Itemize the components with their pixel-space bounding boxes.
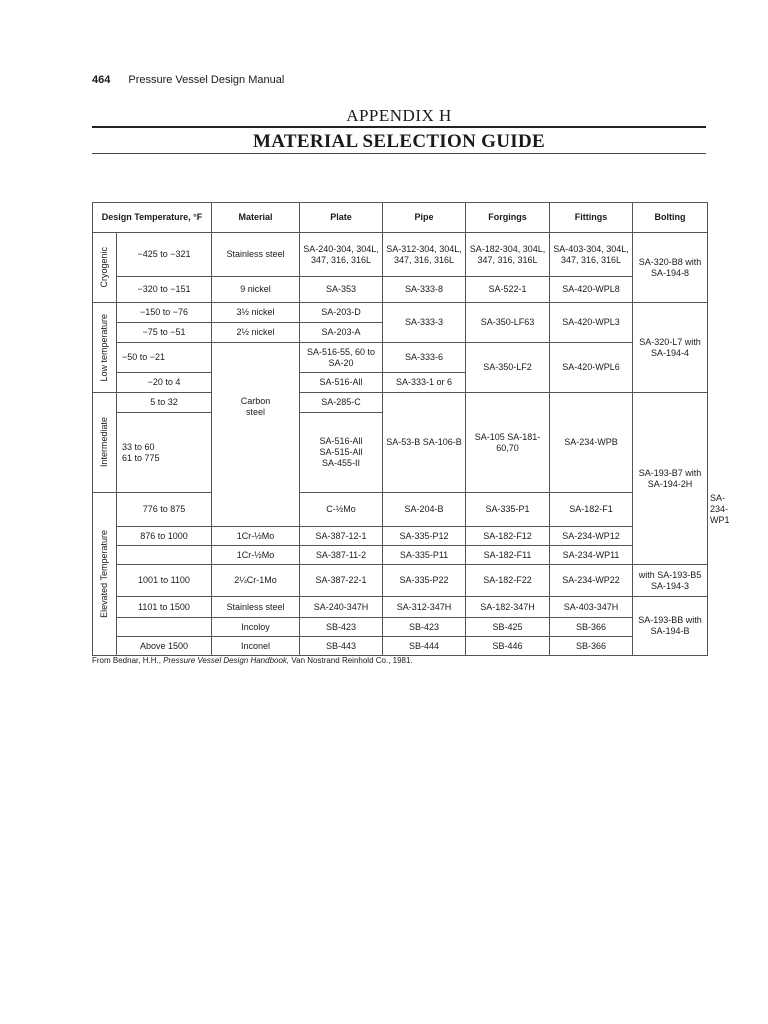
material-cell: Incoloy <box>212 618 300 637</box>
temp-cell: 876 to 1000 <box>117 527 212 546</box>
fittings-cell: SA-234-WP11 <box>550 546 633 565</box>
book-title: Pressure Vessel Design Manual <box>128 74 285 86</box>
forgings-cell: SA-182-F12 <box>466 527 550 546</box>
group-low-temperature: Low temperature <box>93 303 117 393</box>
plate-cell: SA-204-B <box>383 493 466 527</box>
temp-cell: 776 to 875 <box>117 493 212 527</box>
material-cell: C-½Mo <box>300 493 383 527</box>
temp-cell <box>117 546 212 565</box>
temp-cell: 1001 to 1100 <box>117 565 212 597</box>
header-pipe: Pipe <box>383 203 466 233</box>
table-row <box>93 637 708 656</box>
pipe-cell: SA-335-P11 <box>383 546 466 565</box>
header-design-temp: Design Temperature, °F <box>93 203 212 233</box>
plate-cell: SA-203-A <box>300 323 383 343</box>
plate-cell: SB-423 <box>300 618 383 637</box>
table-row <box>93 233 708 277</box>
forgings-cell: SA-182-304, 304L, 347, 316, 316L <box>466 233 550 277</box>
temp-cell <box>117 618 212 637</box>
group-intermediate: Intermediate <box>93 393 117 493</box>
forgings-cell: SB-446 <box>466 637 550 656</box>
material-selection-table <box>92 202 730 656</box>
fittings-cell: SA-420-WPL3 <box>550 303 633 343</box>
plate-cell: SA-240-347H <box>300 597 383 618</box>
bolting-cell: SA-193-BB with SA-194-B <box>633 597 708 656</box>
header-forgings: Forgings <box>466 203 550 233</box>
forgings-cell: SA-182-F11 <box>466 546 550 565</box>
header-bolting: Bolting <box>633 203 708 233</box>
table-row <box>93 546 708 565</box>
temp-cell: −150 to −76 <box>117 303 212 323</box>
table-row <box>93 277 708 303</box>
plate-cell: SA-516-All <box>300 373 383 393</box>
pipe-cell: SA-335-P12 <box>383 527 466 546</box>
temp-cell: −425 to −321 <box>117 233 212 277</box>
material-cell: 9 nickel <box>212 277 300 303</box>
material-cell: Stainless steel <box>212 597 300 618</box>
group-cryogenic: Cryogenic <box>93 233 117 303</box>
table-row <box>93 565 708 597</box>
table-row <box>93 618 708 637</box>
temp-range-61-775: 61 to 775 <box>122 452 160 463</box>
pipe-cell: SA-333-8 <box>383 277 466 303</box>
temp-cell: −75 to −51 <box>117 323 212 343</box>
plate-cell: SA-516-55, 60 to SA-20 <box>300 343 383 373</box>
plate-cell: SA-387-12-1 <box>300 527 383 546</box>
pipe-cell: SB-423 <box>383 618 466 637</box>
plate-cell: SA-203-D <box>300 303 383 323</box>
material-cell: 2½ nickel <box>212 323 300 343</box>
carbon-steel-label: Carbon steel <box>240 395 271 417</box>
fittings-cell: SA-234-WP12 <box>550 527 633 546</box>
forgings-cell: SA-350-LF63 <box>466 303 550 343</box>
temp-range-33-60: 33 to 60 <box>122 441 155 452</box>
material-cell: Stainless steel <box>212 233 300 277</box>
pipe-cell: SA-333-6 <box>383 343 466 373</box>
plate-cell: SA-516-All SA-515-All SA-455-II <box>300 413 383 493</box>
temp-cell: −20 to 4 <box>117 373 212 393</box>
temp-cell: Above 1500 <box>117 637 212 656</box>
footnote-prefix: From Bednar, H.H., <box>92 656 161 665</box>
material-cell <box>212 343 300 527</box>
temp-cell <box>117 413 212 493</box>
page-title: MATERIAL SELECTION GUIDE <box>253 131 545 152</box>
header-material: Material <box>212 203 300 233</box>
forgings-cell: SA-105 SA-181-60,70 <box>466 393 550 493</box>
fittings-cell: SA-420-WPL6 <box>550 343 633 393</box>
table-row <box>93 343 708 373</box>
table-row <box>93 393 708 413</box>
pipe-cell: SB-444 <box>383 637 466 656</box>
forgings-cell: SA-522-1 <box>466 277 550 303</box>
pipe-cell: SA-312-347H <box>383 597 466 618</box>
temp-cell: 1101 to 1500 <box>117 597 212 618</box>
table-row <box>93 303 708 323</box>
material-cell: 1Cr-½Mo <box>212 527 300 546</box>
group-elevated-temperature: Elevated Temperature <box>93 493 117 656</box>
pipe-cell: SA-312-304, 304L, 347, 316, 316L <box>383 233 466 277</box>
source-footnote <box>92 656 413 665</box>
plate-cell: SB-443 <box>300 637 383 656</box>
bolting-cell: SA-320-B8 with SA-194-8 <box>633 233 708 303</box>
plate-cell: SA-353 <box>300 277 383 303</box>
forgings-cell: SA-350-LF2 <box>466 343 550 393</box>
temp-cell: −50 to −21 <box>117 343 212 373</box>
pipe-cell: SA-53-B SA-106-B <box>383 393 466 493</box>
pipe-cell: SA-335-P1 <box>466 493 550 527</box>
footnote-suffix: Van Nostrand Reinhold Co., 1981. <box>291 656 413 665</box>
material-cell: 1Cr-½Mo <box>212 546 300 565</box>
temp-cell: −320 to −151 <box>117 277 212 303</box>
footnote-book-title: Pressure Vessel Design Handbook, <box>163 656 290 665</box>
table-row <box>93 597 708 618</box>
fittings-cell: SA-234-WP22 <box>550 565 633 597</box>
pipe-cell: SA-333-3 <box>383 303 466 343</box>
pipe-cell: SA-333-1 or 6 <box>383 373 466 393</box>
forgings-cell: SB-425 <box>466 618 550 637</box>
fittings-cell: SA-420-WPL8 <box>550 277 633 303</box>
fittings-cell: SB-366 <box>550 618 633 637</box>
table-row: Elevated Temperature 776 to 875 C-½Mo SA-204-B SA-335-P1 SA-182-F1 SA-234-WP1 <box>93 493 708 527</box>
fittings-cell: SB-366 <box>550 637 633 656</box>
table-row <box>93 527 708 546</box>
pipe-cell: SA-335-P22 <box>383 565 466 597</box>
plate-cell: SA-387-22-1 <box>300 565 383 597</box>
fittings-cell: SA-234-WPB <box>550 393 633 493</box>
bolting-cell: with SA-193-B5 SA-194-3 <box>633 565 708 597</box>
page-number: 464 <box>92 74 111 86</box>
material-cell: Inconel <box>212 637 300 656</box>
plate-cell: SA-240-304, 304L, 347, 316, 316L <box>300 233 383 277</box>
header-fittings: Fittings <box>550 203 633 233</box>
header-plate: Plate <box>300 203 383 233</box>
fittings-cell: SA-403-347H <box>550 597 633 618</box>
plate-cell: SA-285-C <box>300 393 383 413</box>
bolting-cell: SA-193-B7 with SA-194-2H <box>633 393 708 565</box>
material-cell: 2¼Cr-1Mo <box>212 565 300 597</box>
table-header-row <box>93 203 708 233</box>
bolting-cell: SA-320-L7 with SA-194-4 <box>633 303 708 393</box>
title-rule-top <box>92 126 706 128</box>
title-rule-bottom <box>92 153 706 154</box>
temp-cell: 5 to 32 <box>117 393 212 413</box>
forgings-cell: SA-182-347H <box>466 597 550 618</box>
appendix-label: APPENDIX H <box>346 106 452 125</box>
forgings-cell: SA-182-F22 <box>466 565 550 597</box>
fittings-cell: SA-403-304, 304L, 347, 316, 316L <box>550 233 633 277</box>
material-cell: 3½ nickel <box>212 303 300 323</box>
forgings-cell: SA-182-F1 <box>550 493 633 527</box>
plate-cell: SA-387-11-2 <box>300 546 383 565</box>
running-header <box>92 74 284 86</box>
